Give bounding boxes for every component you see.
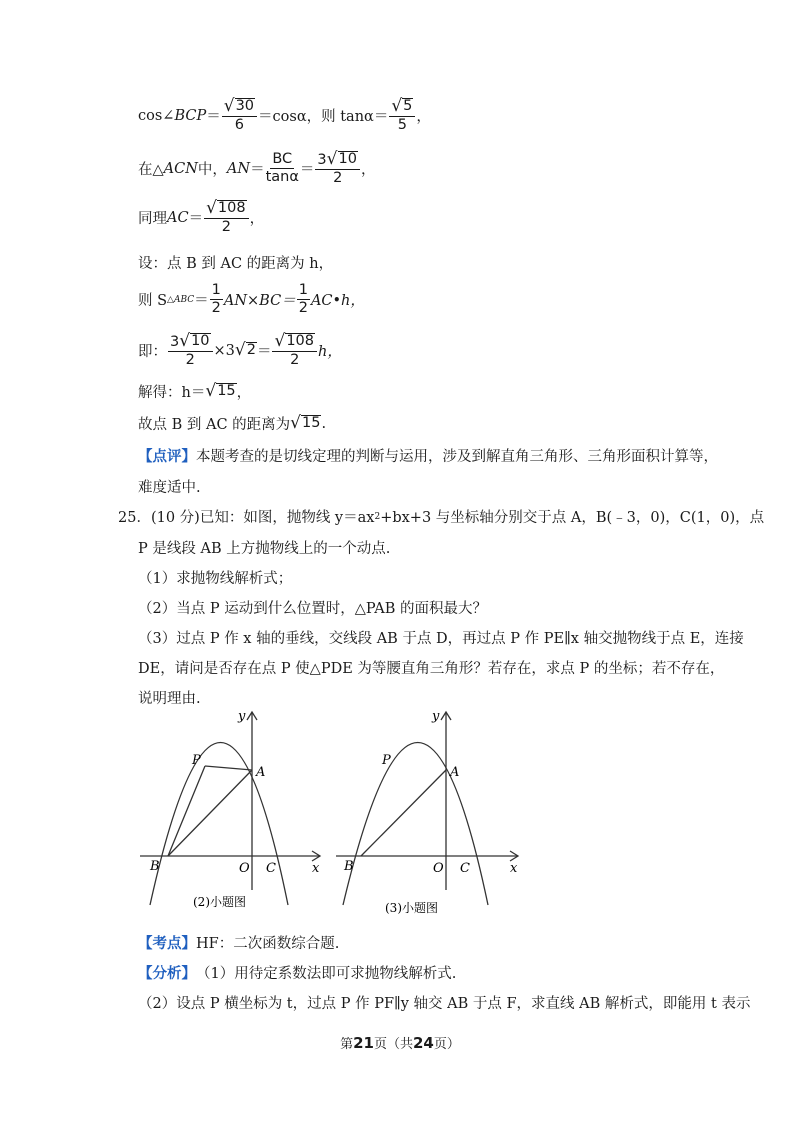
fraction: √ 108 2 [204,200,249,235]
solution-line-7: 解得：h＝ √ 15 ， [138,381,252,401]
parabola [343,743,488,906]
segment-pa [205,766,252,770]
text: 同理 [138,211,167,228]
solution-line-2 [138,151,375,186]
text: 2 [374,511,381,522]
text: ×3 [213,342,235,359]
fenxi-tag: 【分析】 [138,965,196,982]
kaodian-tag: 【考点】 [138,935,196,952]
figure-3-diagram [330,706,530,921]
text: 15 [217,383,236,400]
fraction [297,283,310,316]
text: ， [360,162,376,179]
text: 1 [210,283,223,300]
text: HF：二次函数综合题. [196,936,340,952]
text: BC [270,152,294,169]
text: 30 [235,98,255,115]
label-p: P [192,753,201,768]
text: 2 [185,352,195,369]
text: （1）用待定系数法即可求抛物线解析式. [196,966,457,982]
review-line-1 [138,445,718,466]
fraction: √ 108 2 [272,333,317,368]
solution-line-8: 故点 B 到 AC 的距离为 √ 15 . [138,413,327,433]
problem-q1 [138,567,292,588]
text: △ABC [167,294,195,305]
fraction: 3 √ 10 2 [315,151,360,186]
kaodian-line [138,932,339,953]
label-x: x [312,861,320,876]
problem-q2 [138,597,487,618]
text: 10 [191,333,210,350]
label-y: y [432,709,440,724]
text: 2 [221,219,231,236]
label-o: O [433,861,444,876]
text: BCP [174,107,207,124]
text: 2 [333,170,343,187]
page-total: 24 [413,1034,434,1052]
review-line-2 [138,476,201,497]
figure-2-diagram [128,706,338,921]
text: （2）设点 P 横坐标为 t，过点 P 作 PF∥y 轴交 AB 于点 F，求直线 AB 解析式，即能用 t 表示 [138,996,751,1012]
text: AN [226,160,251,177]
segment-ab [361,770,446,856]
label-a: A [450,765,460,780]
solution-line-1: cos∠ BCP ＝ √ 30 6 ＝cosα，则 tanα＝ √ 5 5 ， [138,96,431,134]
text: 即： [138,344,167,361]
fraction [210,283,223,316]
text: 3 [170,334,180,350]
problem-line-1 [118,506,764,527]
text: ， [416,109,431,126]
text: 说明理由. [138,691,201,707]
text: DE，请问是否存在点 P 使△PDE 为等腰直角三角形？若存在，求点 P 的坐标；若不存在， [138,661,725,677]
label-b: B [150,859,160,874]
text: 6 [234,117,244,134]
analysis-line-2 [138,992,750,1013]
text: 3 [317,152,327,168]
text: 中， [197,162,227,179]
text: 难度适中. [138,480,201,496]
text: . [321,415,327,432]
text: ACN [163,160,198,177]
text: ， [249,211,265,228]
segment-ab [168,770,252,856]
problem-q3-line-1 [138,627,744,648]
solution-line-4 [138,252,333,273]
figure-caption: (2)小题图 [193,895,246,909]
solution-line-6: 即： 3 √ 10 2 ×3 √ 2 ＝ √ 108 2 h， [138,331,342,369]
fraction: √ 5 5 [389,98,415,133]
text: ， [236,385,252,401]
text: AC [167,209,189,226]
text: +bx+3 与坐标轴分别交于点 A，B(﹣3，0)，C(1，0)，点 [380,510,765,526]
text: 15 [302,415,321,432]
text: ＝ [299,162,315,179]
fenxi-line [138,962,456,983]
label-c: C [460,861,470,876]
solution-line-3 [138,200,264,235]
text: 设：点 B 到 AC 的距离为 h， [138,256,334,272]
text: P 是线段 AB 上方抛物线上的一个动点. [138,541,391,557]
text: 第 [340,1037,354,1052]
text: ＝cosα，则 tanα＝ [258,109,389,126]
segment-bp [168,766,205,856]
label-b: B [344,859,354,874]
problem-line-2 [138,537,390,558]
text: 1 [297,283,310,300]
text: 5 [397,117,407,134]
text: 则 S [138,293,168,310]
problem-q3-line-2 [138,657,724,678]
text: 2 [211,300,221,317]
text: 页） [433,1037,460,1052]
text: tanα [265,169,299,186]
page-footer [0,1033,800,1052]
text: 2 [246,342,256,359]
label-x: x [510,861,518,876]
solution-line-5 [138,283,365,316]
text: 页（共 [373,1037,413,1052]
figure-caption: (3)小题图 [385,901,438,915]
text: ＝ [256,344,272,361]
text: 10 [338,151,357,168]
text: 108 [286,333,315,350]
text: 25．(10 分)已知：如图，抛物线 y＝ax [118,510,375,526]
fraction [266,152,299,185]
label-a: A [256,765,266,780]
text: 2 [290,352,300,369]
text: ＝ [194,293,209,310]
text: AC•h， [310,293,365,310]
text: （3）过点 P 作 x 轴的垂线，交线段 AB 于点 D，再过点 P 作 PE∥x 轴交抛物线于点 E，连接 [138,631,744,647]
text: 108 [217,200,246,217]
review-tag: 【点评】 [138,448,196,465]
text: （2）当点 P 运动到什么位置时，△PAB 的面积最大？ [138,601,488,617]
label-o: O [239,861,250,876]
text: h， [318,344,342,361]
label-p: P [382,753,391,768]
text: ＝ [188,211,204,228]
text: 故点 B 到 AC 的距离为 [138,417,291,433]
text: 本题考查的是切线定理的判断与运用，涉及到解直角三角形、三角形面积计算等， [196,449,718,465]
text: 5 [403,98,413,115]
text: 在△ [138,162,164,179]
text: ＝ [250,162,265,179]
text: cos∠ [138,107,175,124]
text: （1）求抛物线解析式； [138,571,293,587]
text: AN×BC＝ [223,293,296,310]
text: 解得：h＝ [138,385,206,401]
fraction: √ 30 6 [222,98,257,133]
page-number: 21 [353,1034,374,1052]
fraction: 3 √ 10 2 [168,333,213,368]
label-c: C [266,861,276,876]
text: 2 [298,300,308,317]
problem-q3-line-3 [138,687,201,708]
label-y: y [238,709,246,724]
